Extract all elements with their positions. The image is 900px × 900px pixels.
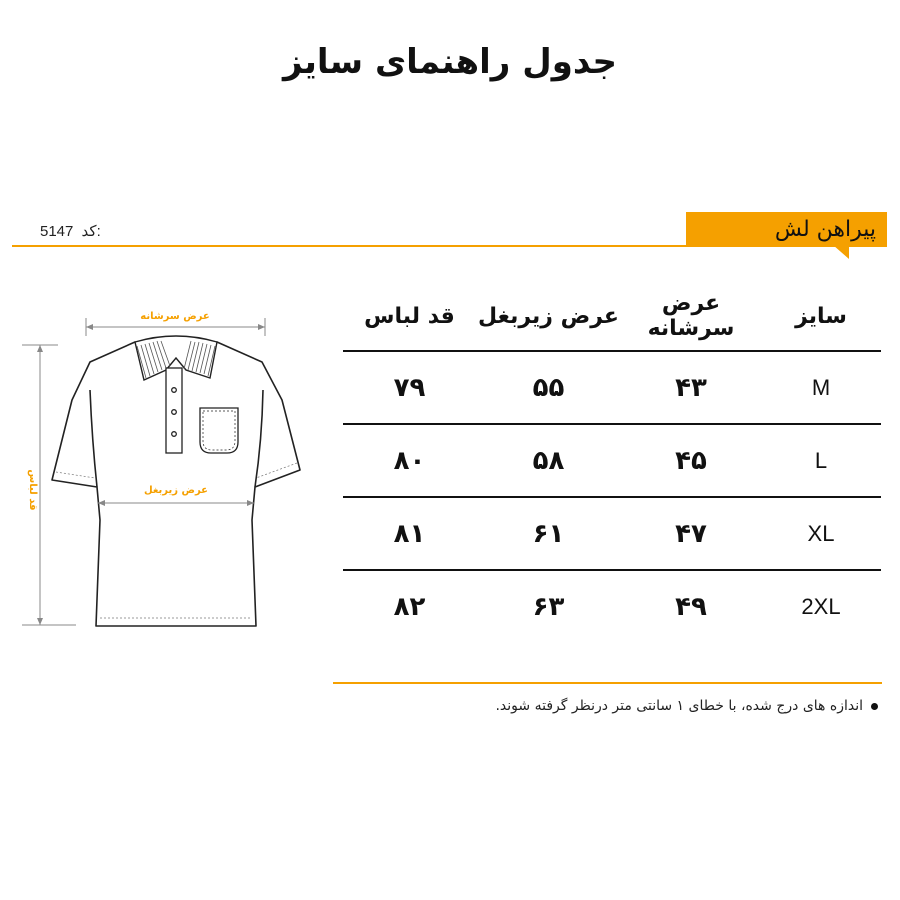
size-value: L xyxy=(761,424,881,497)
shoulder-dimension-label: عرض سرشانه xyxy=(140,311,210,322)
length-value: ۷۹ xyxy=(343,351,476,424)
shoulder-value: ۴۹ xyxy=(675,591,707,622)
header-divider xyxy=(12,245,887,247)
footer-divider xyxy=(333,682,882,684)
length-value: ۸۱ xyxy=(343,497,476,570)
length-dimension-label: قد لباس xyxy=(27,469,38,511)
product-name: پیراهن لش xyxy=(774,217,876,242)
shirt-placket xyxy=(166,368,182,453)
shoulder-value: ۴۵ xyxy=(621,424,761,497)
size-value: M xyxy=(761,351,881,424)
header-shoulder-width: عرض سرشانه xyxy=(621,282,761,351)
shirt-pocket xyxy=(200,408,238,453)
product-tag-pointer xyxy=(833,245,849,259)
underarm-dimension-label: عرض زیربغل xyxy=(143,485,209,496)
underarm-value: ۵۵ xyxy=(476,351,621,424)
size-value: 2XL xyxy=(801,593,841,619)
header-length: قد لباس xyxy=(343,282,476,351)
underarm-value: ۵۸ xyxy=(476,424,621,497)
length-value: ۸۰ xyxy=(343,424,476,497)
size-table xyxy=(343,282,881,642)
measurement-note xyxy=(495,698,878,714)
header-size: سایز xyxy=(761,282,881,351)
product-code xyxy=(40,222,101,240)
size-table-header-row xyxy=(343,282,881,351)
shoulder-value: ۴۳ xyxy=(621,351,761,424)
table-row xyxy=(343,570,881,642)
size-value: XL xyxy=(761,497,881,570)
underarm-value: ۶۱ xyxy=(476,497,621,570)
shoulder-value: ۴۷ xyxy=(621,497,761,570)
page-title: جدول راهنمای سایز xyxy=(283,42,617,82)
bullet-icon xyxy=(871,703,878,710)
shirt-diagram xyxy=(0,290,330,640)
table-row xyxy=(343,351,881,424)
length-value: ۸۲ xyxy=(393,591,426,622)
product-code-label: کد: xyxy=(81,223,101,240)
underarm-value: ۶۳ xyxy=(532,591,565,622)
table-row xyxy=(343,424,881,497)
product-code-value: 5147 xyxy=(40,223,74,240)
header-underarm-width: عرض زیربغل xyxy=(476,282,621,351)
table-row xyxy=(343,497,881,570)
measurement-note-text: اندازه های درج شده، با خطای ۱ سانتی متر درنظر گرفته شوند. xyxy=(495,698,863,714)
